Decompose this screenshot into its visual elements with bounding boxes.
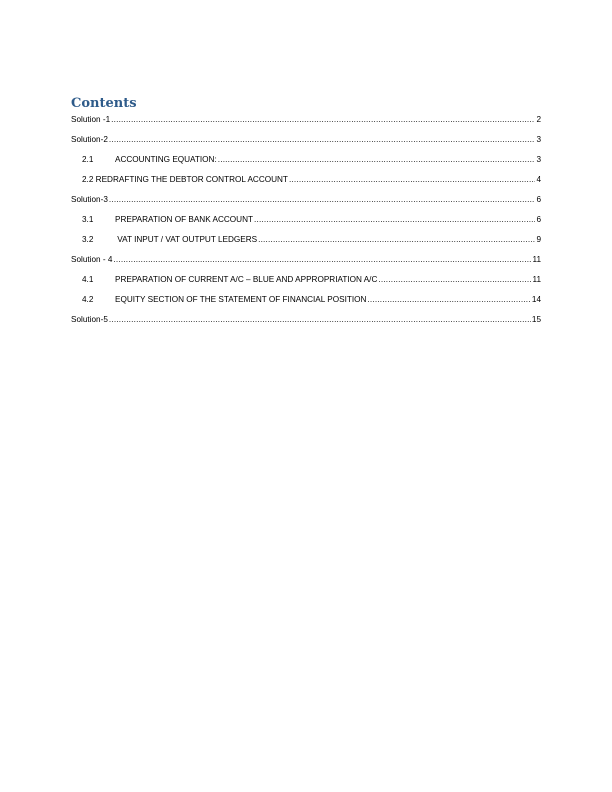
toc-leader-dots bbox=[367, 294, 530, 305]
toc-entry-number: 3.2 bbox=[82, 235, 94, 244]
toc-entry-solution-4[interactable] bbox=[71, 254, 541, 265]
toc-entry-text: EQUITY SECTION OF THE STATEMENT OF FINANCIAL POSITION bbox=[115, 295, 367, 304]
toc-entry-page: 14 bbox=[531, 295, 541, 304]
toc-entry-page: 11 bbox=[532, 255, 541, 264]
toc-entry-page: 6 bbox=[536, 195, 541, 204]
toc-entry-solution-5[interactable] bbox=[71, 314, 541, 325]
toc-title: Contents bbox=[71, 96, 137, 111]
toc-leader-dots bbox=[109, 194, 536, 205]
toc-leader-dots bbox=[218, 154, 536, 165]
toc-entry-number: 2.1 bbox=[82, 155, 94, 164]
toc-entry-4-1[interactable] bbox=[71, 274, 541, 285]
toc-entry-page: 6 bbox=[536, 215, 541, 224]
toc-entry-text: ACCOUNTING EQUATION: bbox=[115, 155, 217, 164]
toc-entry-4-2[interactable] bbox=[71, 294, 541, 305]
toc-leader-dots bbox=[109, 134, 536, 145]
toc-entry-number: 4.1 bbox=[82, 275, 94, 284]
toc-entry-text: Solution-2 bbox=[71, 135, 108, 144]
toc-entry-page: 3 bbox=[536, 155, 541, 164]
toc-leader-dots bbox=[289, 174, 536, 185]
toc-leader-dots bbox=[258, 234, 535, 245]
toc-entry-3-2[interactable] bbox=[71, 234, 541, 245]
toc-entry-text: PREPARATION OF BANK ACCOUNT bbox=[115, 215, 253, 224]
toc-leader-dots bbox=[111, 114, 535, 125]
toc-entry-text: Solution - 4 bbox=[71, 255, 113, 264]
toc-leader-dots bbox=[378, 274, 531, 285]
toc-entry-text: Solution-5 bbox=[71, 315, 108, 324]
toc-entry-page: 4 bbox=[536, 175, 541, 184]
toc-leader-dots bbox=[113, 254, 531, 265]
toc-entry-page: 15 bbox=[531, 315, 541, 324]
toc-entry-2-1[interactable] bbox=[71, 154, 541, 165]
toc-entry-solution-2[interactable] bbox=[71, 134, 541, 145]
toc-leader-dots bbox=[109, 314, 531, 325]
toc-entry-solution-3[interactable] bbox=[71, 194, 541, 205]
toc-entry-text: Solution -1 bbox=[71, 115, 111, 124]
toc-entry-solution-1[interactable] bbox=[71, 114, 541, 125]
toc-leader-dots bbox=[254, 214, 535, 225]
toc-entry-page: 9 bbox=[536, 235, 541, 244]
toc-entry-2-2[interactable] bbox=[71, 174, 541, 185]
toc-entry-3-1[interactable] bbox=[71, 214, 541, 225]
toc-entry-page: 3 bbox=[536, 135, 541, 144]
toc-entry-number: 3.1 bbox=[82, 215, 94, 224]
toc-entry-text: 2.2 REDRAFTING THE DEBTOR CONTROL ACCOUNT bbox=[82, 175, 288, 184]
toc-entry-text: Solution-3 bbox=[71, 195, 108, 204]
toc-entry-page: 2 bbox=[536, 115, 541, 124]
toc-entry-text: PREPARATION OF CURRENT A/C – BLUE AND APPROPRIATION A/C bbox=[115, 275, 378, 284]
table-of-contents bbox=[71, 114, 541, 325]
toc-entry-text: VAT INPUT / VAT OUTPUT LEDGERS bbox=[115, 235, 258, 244]
toc-entry-number: 4.2 bbox=[82, 295, 94, 304]
toc-entry-page: 11 bbox=[532, 275, 541, 284]
